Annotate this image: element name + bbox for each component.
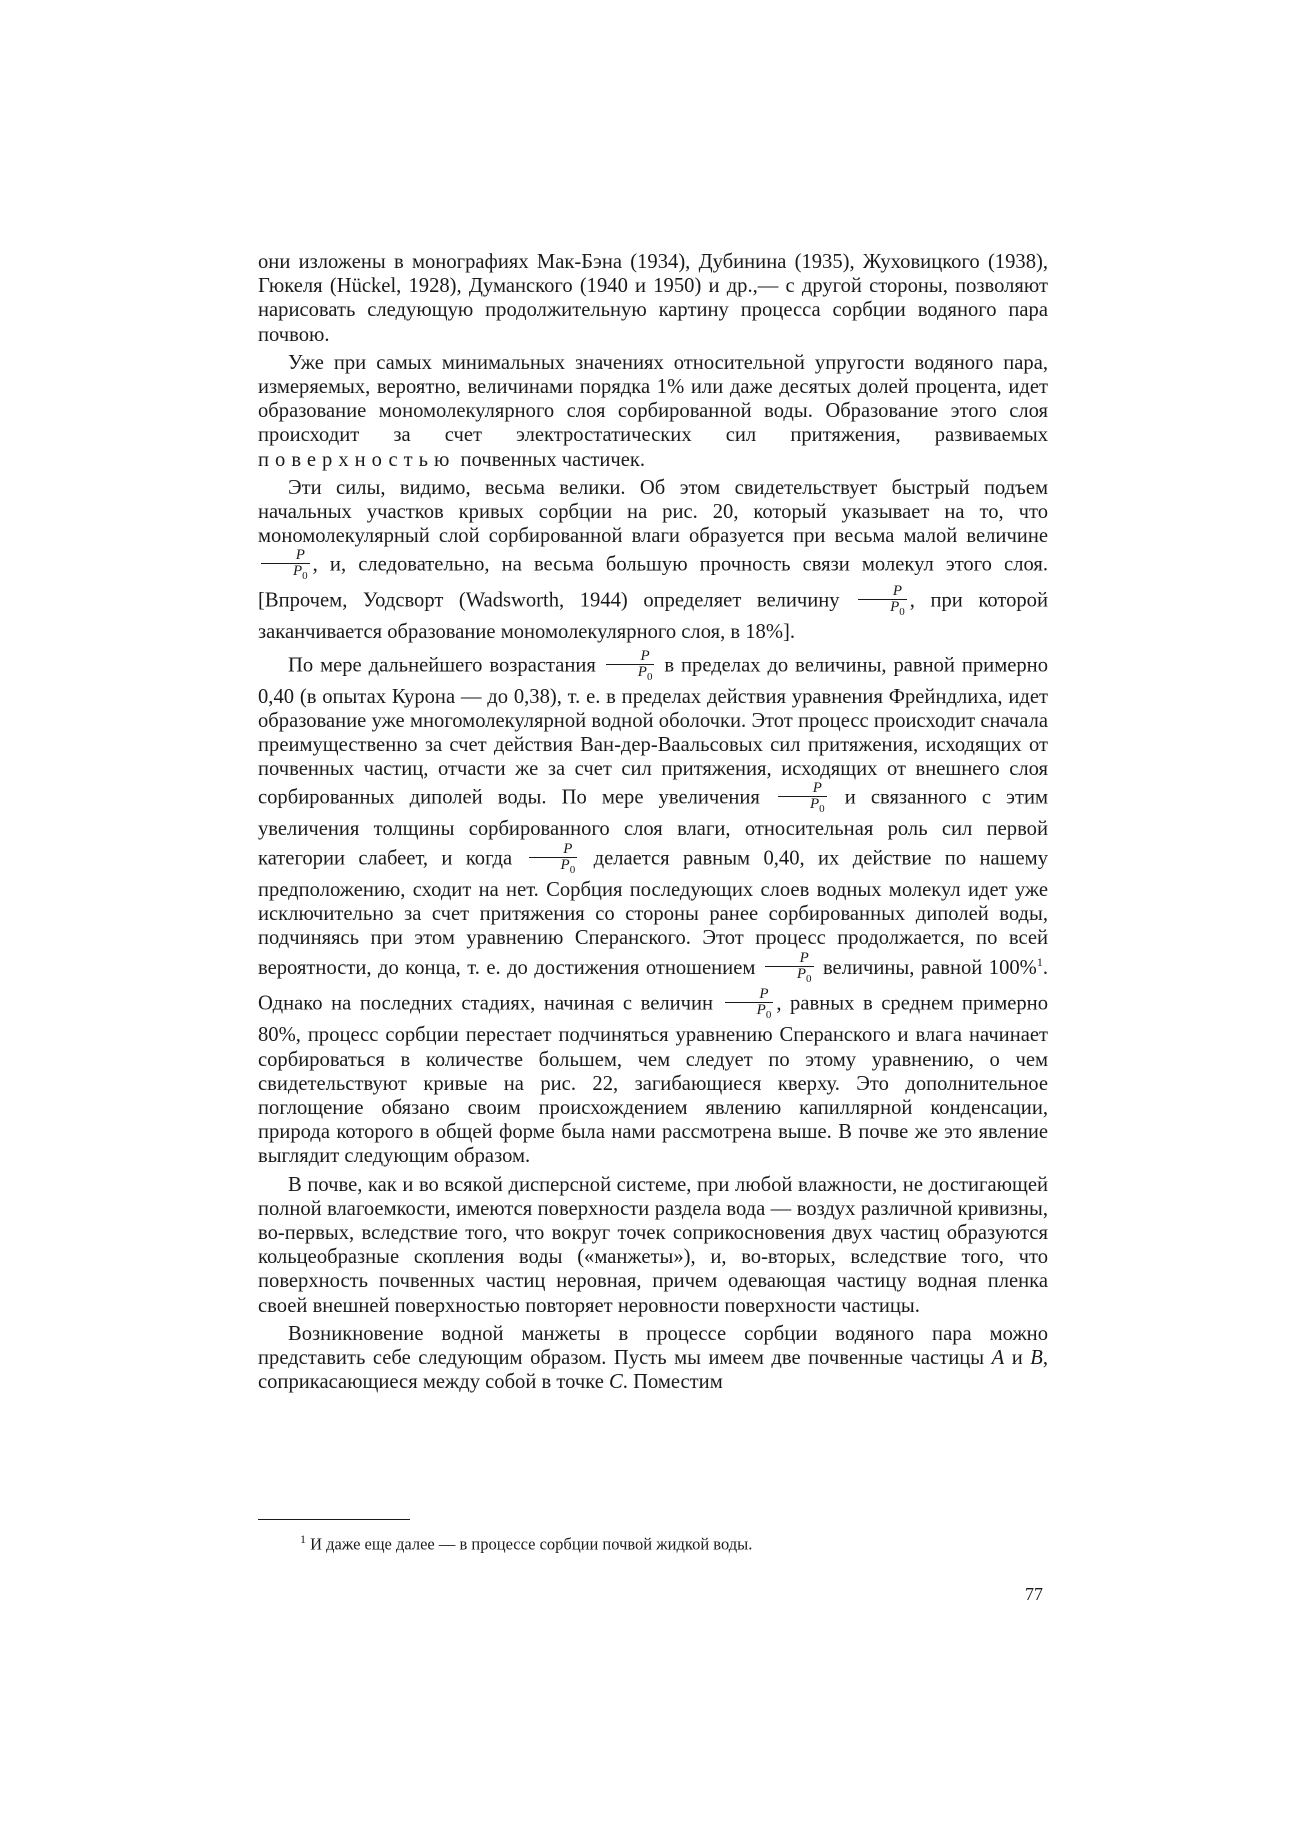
paragraph-2 bbox=[258, 351, 1048, 472]
fraction-p-over-p0 bbox=[529, 842, 578, 878]
text-run: Возникновение водной манжеты в процессе сорбции водяного пара можно представить себе следующим образом. Пусть мы имеем две почвенные частицы bbox=[258, 1322, 1048, 1370]
paragraph-3 bbox=[258, 476, 1048, 645]
footnote bbox=[300, 1529, 1060, 1555]
fraction-p-over-p0 bbox=[725, 987, 774, 1023]
fraction-denominator bbox=[858, 600, 907, 620]
body-text bbox=[258, 250, 1048, 1398]
fraction-subscript: 0 bbox=[765, 1009, 772, 1022]
fraction-p-over-p0 bbox=[606, 649, 655, 685]
fraction-denominator bbox=[778, 797, 827, 817]
fraction-subscript: 0 bbox=[819, 803, 825, 816]
fraction-numerator: P bbox=[858, 584, 907, 600]
italic-letter: B bbox=[1030, 1347, 1043, 1370]
fraction-subscript: 0 bbox=[569, 863, 576, 876]
fraction-subscript: 0 bbox=[302, 570, 308, 583]
footnote-mark: 1 bbox=[300, 1532, 306, 1546]
fraction-denominator bbox=[725, 1003, 774, 1023]
footnote-reference: 1 bbox=[1036, 955, 1043, 970]
fraction-denominator-letter: P bbox=[756, 1002, 766, 1019]
text-run: , равных в среднем примерно 80%, процесс сорбции перестает подчиняться уравнению Сперанского и влага начинает сорбироваться в количестве большем, чем следует по этому уравнению, о чем свидетельствуют кривые на рис. 22, загибающиеся кверху. Это дополнительное поглощение обязано своим происхождением явлению капиллярной конденсации, природа которого в общей форме была нами рассмотрена выше. В почве же это явление выглядит следующим образом. bbox=[258, 993, 1048, 1168]
fraction-numerator: P bbox=[725, 987, 774, 1003]
fraction-subscript: 0 bbox=[899, 606, 905, 619]
footnote-divider bbox=[258, 1519, 410, 1520]
fraction-denominator-letter: P bbox=[796, 966, 806, 983]
text-run: они изложены в монографиях Мак-Бэна (1934), Дубинина (1935), Жуховицкого (1938), Гюкеля (Hückel, 1928), Думанского (1940 и 1950) и др.,— с другой стороны, позволяют нарисовать следующую продолжительную картину процесса сорбции водяного пара почвою. bbox=[258, 251, 1048, 346]
paragraph-1 bbox=[258, 250, 1048, 347]
page-number: 77 bbox=[1025, 1584, 1043, 1604]
fraction-denominator bbox=[765, 967, 814, 987]
fraction-denominator bbox=[606, 665, 655, 685]
text-run: . Однако на последних стадиях, начиная с величин bbox=[258, 957, 1048, 1016]
text-run: По мере дальнейшего возрастания bbox=[288, 654, 603, 677]
fraction-denominator-letter: P bbox=[560, 856, 570, 873]
fraction-p-over-p0 bbox=[765, 951, 814, 987]
text-run: величины, равной 100% bbox=[816, 957, 1037, 980]
fraction-denominator bbox=[529, 858, 578, 878]
fraction-denominator-letter: P bbox=[890, 599, 900, 616]
fraction-denominator-letter: P bbox=[637, 663, 647, 680]
text-run: . Поместим bbox=[622, 1371, 723, 1394]
fraction-denominator-letter: P bbox=[293, 563, 303, 580]
text-run: и связанного с этим увеличения толщины сорбированного слоя влаги, относительная роль сил первой категории слабеет, и когда bbox=[258, 787, 1048, 870]
italic-letter: A bbox=[991, 1347, 1005, 1370]
text-run: , и, следовательно, на весьма большую прочность связи молекул этого слоя. [Впрочем, Уодсворт (Wadsworth, 1944) определяет величину bbox=[258, 554, 1048, 613]
fraction-denominator-letter: P bbox=[810, 796, 820, 813]
fraction-subscript: 0 bbox=[646, 670, 653, 683]
fraction-denominator bbox=[261, 564, 310, 584]
spaced-emphasis: поверхностью bbox=[258, 448, 456, 471]
text-run: делается равным 0,40, их действие по нашему предположению, сходит на нет. Сорбция последующих слоев водных молекул идет уже исключительно за счет притяжения со стороны ранее сорбированных диполей воды, подчиняясь при этом уравнению Сперанского. Этот процесс продолжается, по всей вероятности, до конца, т. е. до достижения отношением bbox=[258, 847, 1048, 980]
text-run: В почве, как и во всякой дисперсной системе, при любой влажности, не достигающей полной влагоемкости, имеются поверхности раздела вода — воздух различной кривизны, во-первых, вследствие того, что вокруг точек соприкосновения двух частиц образуются кольцеобразные скопления воды («манжеты»), и, во-вторых, вследствие того, что поверхность почвенных частиц неровная, причем одевающая частицу водная пленка своей внешней поверхностью повторяет неровности поверхности частицы. bbox=[258, 1173, 1048, 1317]
text-run: и bbox=[1004, 1347, 1031, 1370]
text-run: , при которой заканчивается образование мономолекулярного слоя, в 18%]. bbox=[258, 590, 1048, 644]
fraction-numerator: P bbox=[778, 781, 827, 797]
fraction-p-over-p0 bbox=[261, 548, 310, 584]
text-run: Эти силы, видимо, весьма велики. Об этом свидетельствует быстрый подъем начальных участков кривых сорбции на рис. 20, который указывает на то, что мономолекулярный слой сорбированной влаги образуется при весьма малой величине bbox=[258, 476, 1048, 548]
paragraph-6 bbox=[258, 1322, 1048, 1395]
fraction-p-over-p0 bbox=[778, 781, 827, 817]
fraction-numerator: P bbox=[261, 548, 310, 564]
italic-letter: C bbox=[609, 1371, 623, 1394]
fraction-numerator: P bbox=[529, 842, 578, 858]
fraction-subscript: 0 bbox=[806, 973, 812, 986]
paragraph-5 bbox=[258, 1173, 1048, 1318]
text-run: в пределах до величины, равной примерно 0,40 (в опытах Курона — до 0,38), т. е. в пределах действия уравнения Фрейндлиха, идет образование уже многомолекулярной водной оболочки. Этот процесс происходит сначала преимущественно за счет действия Ван-дер-Ваальсовых сил притяжения, исходящих от почвенных частиц, отчасти же за счет сил притяжения, исходящих от внешнего слоя сорбированных диполей воды. По мере увеличения bbox=[258, 654, 1048, 810]
text-run: , соприкасающиеся между собой в точке bbox=[258, 1347, 1048, 1394]
footnote-text: И даже еще далее — в процессе сорбции почвой жидкой воды. bbox=[310, 1534, 753, 1554]
text-run: Уже при самых минимальных значениях относительной упругости водяного пара, измеряемых, вероятно, величинами порядка 1% или даже десятых долей процента, идет образование мономолекулярного слоя сорбированной воды. Образование этого слоя происходит за счет электростатических сил притяжения, развиваемых bbox=[258, 351, 1048, 447]
fraction-numerator: P bbox=[606, 649, 655, 665]
fraction-numerator: P bbox=[765, 951, 814, 967]
text-run: почвенных частичек. bbox=[455, 448, 646, 471]
paragraph-4 bbox=[258, 649, 1048, 1169]
fraction-p-over-p0 bbox=[858, 584, 907, 620]
